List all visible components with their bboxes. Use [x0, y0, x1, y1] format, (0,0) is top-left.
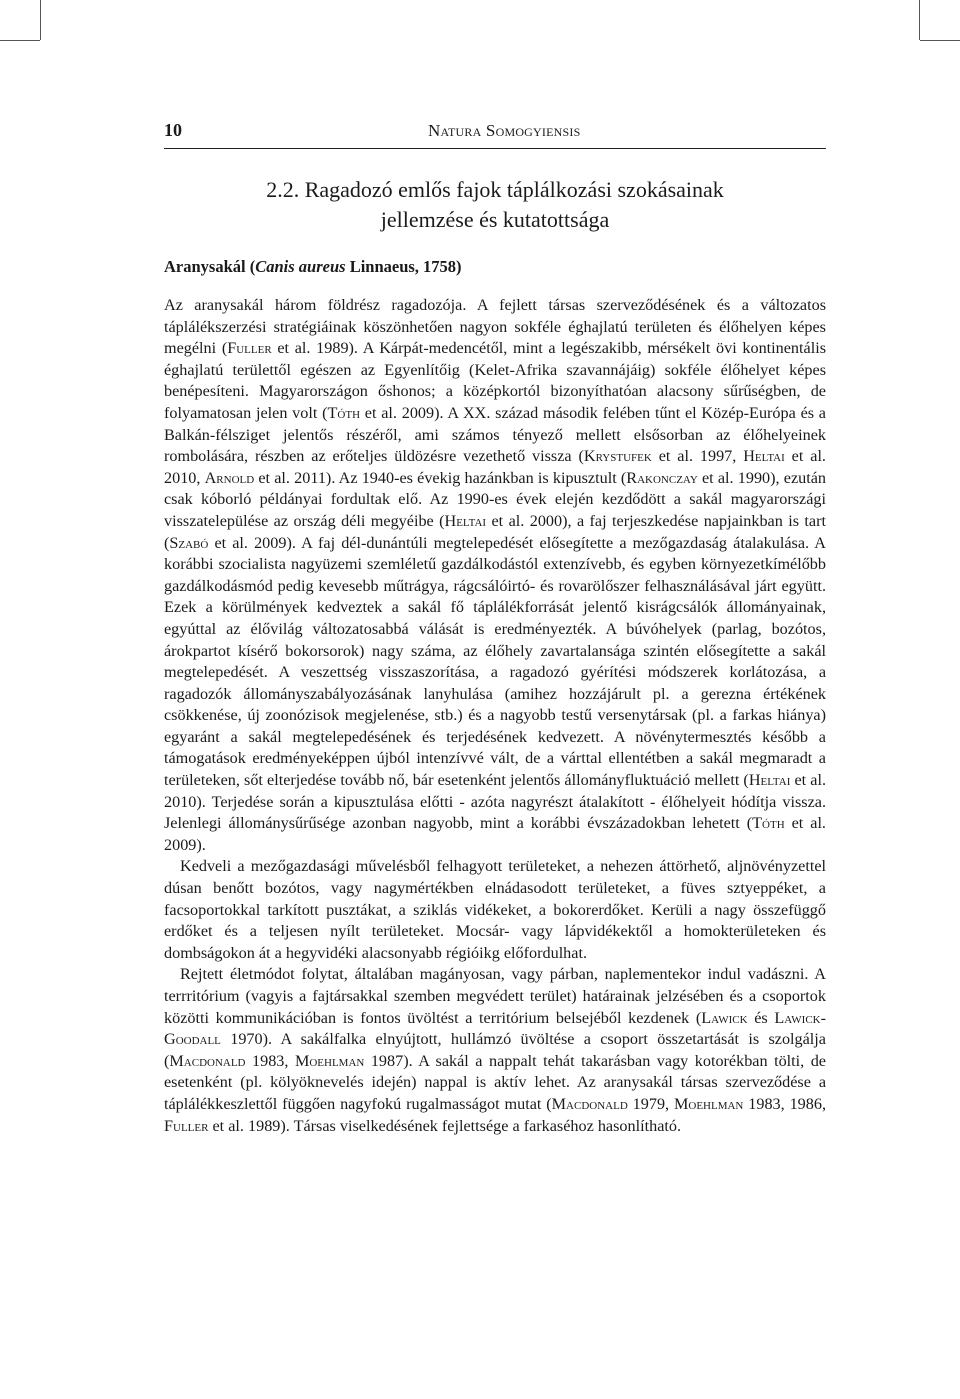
- section-title-line-1: 2.2. Ragadozó emlős fajok táplálkozási szokásainak: [266, 177, 724, 202]
- page-number: 10: [164, 120, 182, 140]
- text-run: et al. 1997,: [651, 447, 744, 466]
- author-name: Macdonald: [551, 1094, 628, 1113]
- text-run: 1983,: [245, 1051, 295, 1070]
- author-name: Tóth: [752, 814, 785, 833]
- species-latin-name: Canis aureus: [255, 257, 346, 276]
- paragraph: [164, 964, 826, 1137]
- species-heading: [164, 255, 826, 279]
- author-name: Fuller: [164, 1116, 209, 1135]
- species-authority: Linnaeus, 1758): [345, 257, 462, 276]
- text-run: et al. 2009). A faj dél-dunántúli megtelepedését elősegítette a mezőgazdaság átalakulása. A korábbi szocialista nagyüzemi szemléletű gazdálkodástól extenzívebb, és egyben környezetkímélőbb gazdálkodásmód pedig kevesebb műtrágya, rágcsálóirtó- és rovarölőszer felhasználásával járt együtt. Ezek a körülmények kedveztek a sakál fő táplálékforrását jelentő kisrágcsálók állományainak, egyúttal az élővilág változatosabbá válását is eredményezték. A búvóhelyek (parlag, bozótos, árokpartot kísérő bokorsorok) nagy száma, az élőhely zavartalansága szintén elősegítette a sakál megtelepedését. A veszettség visszaszorítása, a ragadozó gyérítési módszerek korlátozása, a ragadozók állományszabályozásának lanyhulása (amihez hozzájárult pl. a gerezna értékének csökkenése, új zoonózisok megjelenése, stb.) és a nagyobb testű versenytársak (pl. a farkas hiánya) egyaránt a sakál megtelepedésének és terjedésének kedvezett. A növénytermesztés később a támogatások eredményeképpen újból intenzívvé vált, de a várttal ellentétben a sakál megmaradt a területeken, sőt elterjedése tovább nő, bár esetenként jelentős állományfluktuáció mellett (: [164, 533, 826, 790]
- crop-mark-top-left-vertical: [40, 0, 41, 40]
- text-run: et al. 2009).: [164, 814, 826, 854]
- journal-title: Natura Somogyiensis: [428, 121, 581, 140]
- text-run: et al. 2000), a faj terjeszkedése napjainkban is tart (: [164, 511, 826, 552]
- author-name: Macdonald: [169, 1051, 246, 1070]
- running-header: [164, 120, 826, 149]
- crop-mark-top-right-vertical: [919, 0, 920, 40]
- text-run: Az aranysakál három földrész ragadozója. A fejlett társas szerveződésének és a változatos táplálékszerzési stratégiáinak köszönhetően nagyon sokféle éghajlatú területen és élőhelyen képes megélni (: [164, 296, 826, 358]
- author-name: Heltai: [743, 447, 785, 466]
- text-run: 1987). A sakál a nappalt tehát takarásban vagy kotorékban tölti, de esetenként (pl. kölyöknevelés idején) nappal is aktív lehet. Az aranysakál társas szerveződése a táplálékkeszlettől függően nagyfokú rugalmasságot mutat (: [164, 1051, 826, 1113]
- crop-mark-top-right-horizontal: [920, 40, 960, 41]
- text-run: et al. 2009). A XX. század második felében tűnt el Közép-Európa és a Balkán-félsziget jelentős részéről, ami számos tényező mellett elsősorban az élőhelyeinek rombolására, részben az erőteljes üldözésre vezethető vissza (: [164, 403, 826, 466]
- paragraph: [164, 295, 826, 856]
- author-name: Arnold: [204, 468, 255, 487]
- text-run: 1970). A sakálfalka elnyújtott, hullámzó üvöltése a csoport összetartását is szolgálja (: [164, 1030, 826, 1070]
- text-run: 1979,: [627, 1094, 674, 1113]
- text-run: et al. 2011). Az 1940-es évekig hazánkban is kipusztult (: [254, 468, 627, 487]
- crop-mark-top-left-horizontal: [0, 40, 40, 41]
- text-run: Rejtett életmódot folytat, általában magányosan, vagy párban, naplementekor indul vadászni. A terrritórium (vagyis a fajtársakkal szemben megvédett terület) határainak jelzésében és a csoportok közötti kommunikációban is fontos üvöltést a territórium belsejéből kezdenek (: [164, 965, 826, 1027]
- species-name: Aranysakál (: [164, 257, 256, 276]
- document-page: [164, 120, 826, 1137]
- text-run: et al. 1989). A Kárpát-medencétől, mint a legészakibb, mérsékelt övi kontinentális éghajlatú területtől egészen az Egyenlítőig (Kelet-Afrika szavannájáig) sokféle élőhelyet képes benépesíteni. Magyarországon őshonos; a középkortól bizonyíthatóan alacsony sűrűségben, de folyamatosan jelen volt (: [164, 339, 827, 422]
- section-title-line-2: jellemzése és kutatottsága: [380, 207, 610, 232]
- author-name: Moehlman: [673, 1094, 744, 1113]
- text-run: et al. 1990), ezután csak kóborló példányai fordultak elő. Az 1990-es évek elején kezdődött a sakál magyarországi visszatelepülése az ország déli megyéibe (: [164, 468, 826, 530]
- text-run: et al. 2010,: [164, 447, 826, 487]
- author-name: Szabó: [169, 533, 209, 552]
- text-run: 1983, 1986,: [743, 1094, 826, 1113]
- author-name: Lawick-Goodall: [164, 1008, 827, 1049]
- section-title: [164, 175, 826, 235]
- text-run: Kedveli a mezőgazdasági művelésből felhagyott területeket, a nehezen áttörhető, aljnövényzettel dúsan benőtt bozótos, vagy nagymértékben elnádasodott területeket, a füves sztyeppéket, a facsoportokkal tarkított pusztákat, a sziklás vidékeket, a bokorerdőket. Kerüli a nagy összefüggő erdőket és a teljesen nyílt területeket. Mocsár- vagy lápvidékektől a homokterületeken és dombságokon át a hegyvidéki alacsonyabb régióikg előfordulhat.: [164, 857, 826, 962]
- author-name: Rakonczay: [626, 468, 698, 487]
- author-name: Heltai: [748, 771, 791, 790]
- paragraph: [164, 856, 826, 964]
- text-run: és: [747, 1008, 775, 1027]
- author-name: Krystufek: [583, 447, 652, 466]
- author-name: Fuller: [227, 339, 272, 358]
- text-run: et al. 1989). Társas viselkedésének fejlettsége a farkaséhoz hasonlítható.: [208, 1116, 682, 1135]
- text-run: et al. 2010). Terjedése során a kipusztulása előtti - azóta nagyrészt átalakított - élőhelyeit hódítja vissza. Jelenlegi állománysűrűsége azonban nagyobb, mint a korábbi évszázadokban lehetett (: [164, 771, 826, 833]
- author-name: Tóth: [327, 403, 361, 422]
- author-name: Lawick: [701, 1008, 748, 1027]
- body-text: [164, 295, 826, 1137]
- author-name: Moehlman: [294, 1051, 365, 1070]
- author-name: Heltai: [444, 511, 487, 530]
